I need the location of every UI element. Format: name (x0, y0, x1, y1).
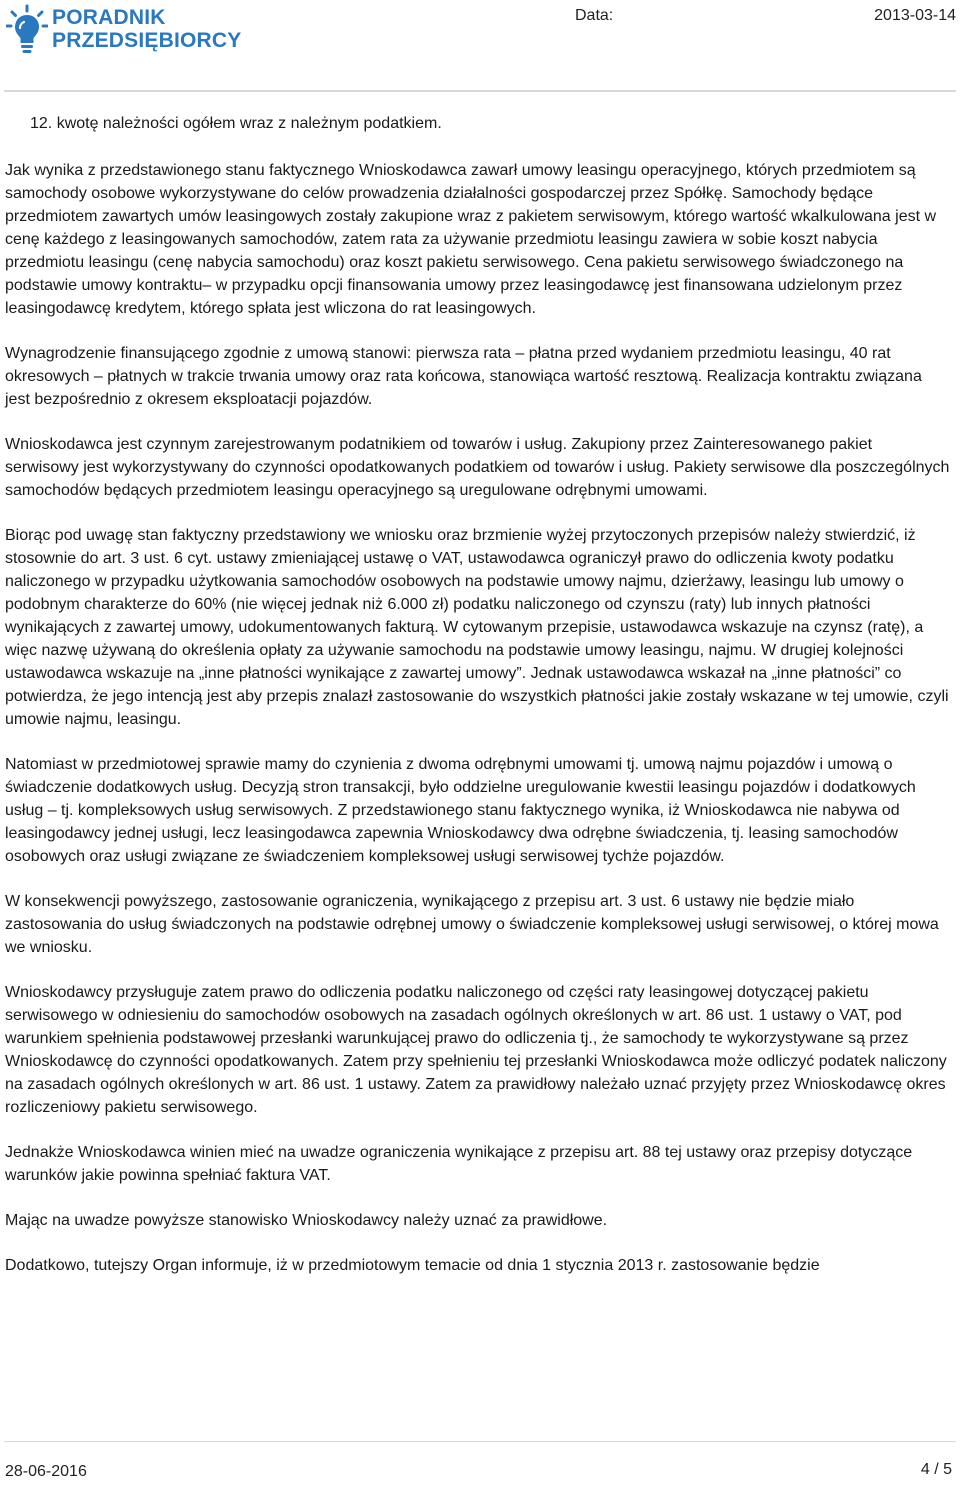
paragraph: Wnioskodawcy przysługuje zatem prawo do odliczenia podatku naliczonego od części raty leasingowej dotyczącej pakietu serwisowego w odniesieniu do samochodów osobowych na zasadach ogólnych określonych w art. 86 ust. 1 ustawy o VAT, pod warunkiem spełnienia podstawowej przesłanki warunkującej prawo do odliczenia tj., że samochody te wykorzystywane są przez Wnioskodawcę do czynności opodatkowanych. Zatem przy spełnieniu tej przesłanki Wnioskodawca może odliczyć podatek naliczony na zasadach ogólnych określonych w art. 86 ust. 1 ustawy. Zatem za prawidłowy należało uznać przyjęty przez Wnioskodawcę okres rozliczeniowy pakietu serwisowego. (5, 984, 947, 1116)
date-label: Data: (575, 7, 614, 24)
page-number: 4 / 5 (920, 1461, 952, 1478)
list-item: 12. kwotę należności ogółem wraz z należnym podatkiem. (30, 115, 442, 132)
logo-line-1: PORADNIK (52, 6, 166, 29)
paragraph: Jednakże Wnioskodawca winien mieć na uwadze ograniczenia wynikające z przepisu art. 88 tej ustawy oraz przepisy dotyczące warunków jakie powinna spełniać faktura VAT. (5, 1144, 913, 1184)
paragraph: Dodatkowo, tutejszy Organ informuje, iż w przedmiotowym temacie od dnia 1 stycznia 2013 r. zastosowanie będzie (5, 1257, 820, 1274)
paragraph: W konsekwencji powyższego, zastosowanie ograniczenia, wynikającego z przepisu art. 3 ust. 6 ustawy nie będzie miało zastosowania do usług świadczonych na podstawie odrębnej umowy o świadczenie kompleksowej usługi serwisowej, o której mowa we wniosku. (5, 893, 939, 956)
footer-date: 28-06-2016 (5, 1463, 87, 1480)
logo[interactable] (6, 4, 246, 56)
header-divider (4, 90, 956, 92)
paragraph: Biorąc pod uwagę stan faktyczny przedstawiony we wniosku oraz brzmienie wyżej przytoczonych przepisów należy stwierdzić, iż stosownie do art. 3 ust. 6 cyt. ustawy zmieniającej ustawę o VAT, ustawodawca ograniczył prawo do odliczenia kwoty podatku naliczonego w przypadku użytkowania samochodów osobowych na podstawie umowy najmu, dzierżawy, leasingu lub umowy o podobnym charakterze do 60% (nie więcej jednak niż 6.000 zł) podatku naliczonego od czynszu (raty) lub innych płatności wynikających z zawartej umowy, udokumentowanych fakturą. W cytowanym przepisie, ustawodawca wskazuje na czynsz (ratę), a więc nazwę używaną do określenia opłaty za używanie samochodu na podstawie umowy leasingu, najmu. W drugiej kolejności ustawodawca wskazuje na „inne płatności wynikające z zawartej umowy”. Jednak ustawodawca wskazał na „inne płatności” co potwierdza, że jego intencją jest aby przepis znalazł zastosowanie do wszystkich płatności jakie zostały wskazane w tej umowie, czyli umowie najmu, leasingu. (5, 527, 949, 728)
footer-divider (4, 1441, 956, 1442)
paragraph: Mając na uwadze powyższe stanowisko Wnioskodawcy należy uznać za prawidłowe. (5, 1212, 608, 1229)
page-header (0, 0, 960, 92)
date-value: 2013-03-14 (874, 7, 956, 24)
logo-text (52, 6, 242, 52)
paragraph: Jak wynika z przedstawionego stanu faktycznego Wnioskodawca zawarł umowy leasingu operacyjnego, których przedmiotem są samochody osobowe wykorzystywane do celów prowadzenia działalności gospodarczej przez Spółkę. Samochody będące przedmiotem zawartych umów leasingowych zostały zakupione wraz z pakietem serwisowym, którego wartość wkalkulowana jest w cenę każdego z leasingowanych samochodów, zatem rata za używanie przedmiotu leasingu zawiera w sobie koszt nabycia przedmiotu leasingu (cenę nabycia samochodu) oraz koszt pakietu serwisowego. Cena pakietu serwisowego świadczonego na podstawie umowy kontraktu– w przypadku opcji finansowania umowy przez leasingodawcę jest finansowana udzielonym przez leasingodawcę kredytem, którego spłata jest wliczona do rat leasingowych. (5, 162, 937, 317)
paragraph: Natomiast w przedmiotowej sprawie mamy do czynienia z dwoma odrębnymi umowami tj. umową najmu pojazdów i umową o świadczenie dodatkowych usług. Decyzją stron transakcji, było oddzielne uregulowanie kwestii leasingu pojazdów i dodatkowych usług – tj. kompleksowych usług serwisowych. Z przedstawionego stanu faktycznego wynika, iż Wnioskodawca nie nabywa od leasingodawcy jednej usługi, lecz leasingodawca zapewnia Wnioskodawcy dwa odrębne świadczenia, tj. leasing samochodów osobowych oraz usługi związane ze świadczeniem kompleksowej usługi serwisowej tychże pojazdów. (5, 756, 916, 865)
paragraph: Wnioskodawca jest czynnym zarejestrowanym podatnikiem od towarów i usług. Zakupiony przez Zainteresowanego pakiet serwisowy jest wykorzystywany do czynności opodatkowanych podatkiem od towarów i usług. Pakiety serwisowe dla poszczególnych samochodów będących przedmiotem leasingu operacyjnego są uregulowane odrębnymi umowami. (5, 436, 950, 499)
document-body (5, 112, 950, 1299)
logo-line-2: PRZEDSIĘBIORCY (52, 29, 242, 52)
paragraph: Wynagrodzenie finansującego zgodnie z umową stanowi: pierwsza rata – płatna przed wydaniem przedmiotu leasingu, 40 rat okresowych – płatnych w trakcie trwania umowy oraz rata końcowa, stanowiąca wartość resztową. Realizacja kontraktu związana jest bezpośrednio z okresem eksploatacji pojazdów. (5, 345, 922, 408)
lightbulb-icon (6, 4, 48, 56)
